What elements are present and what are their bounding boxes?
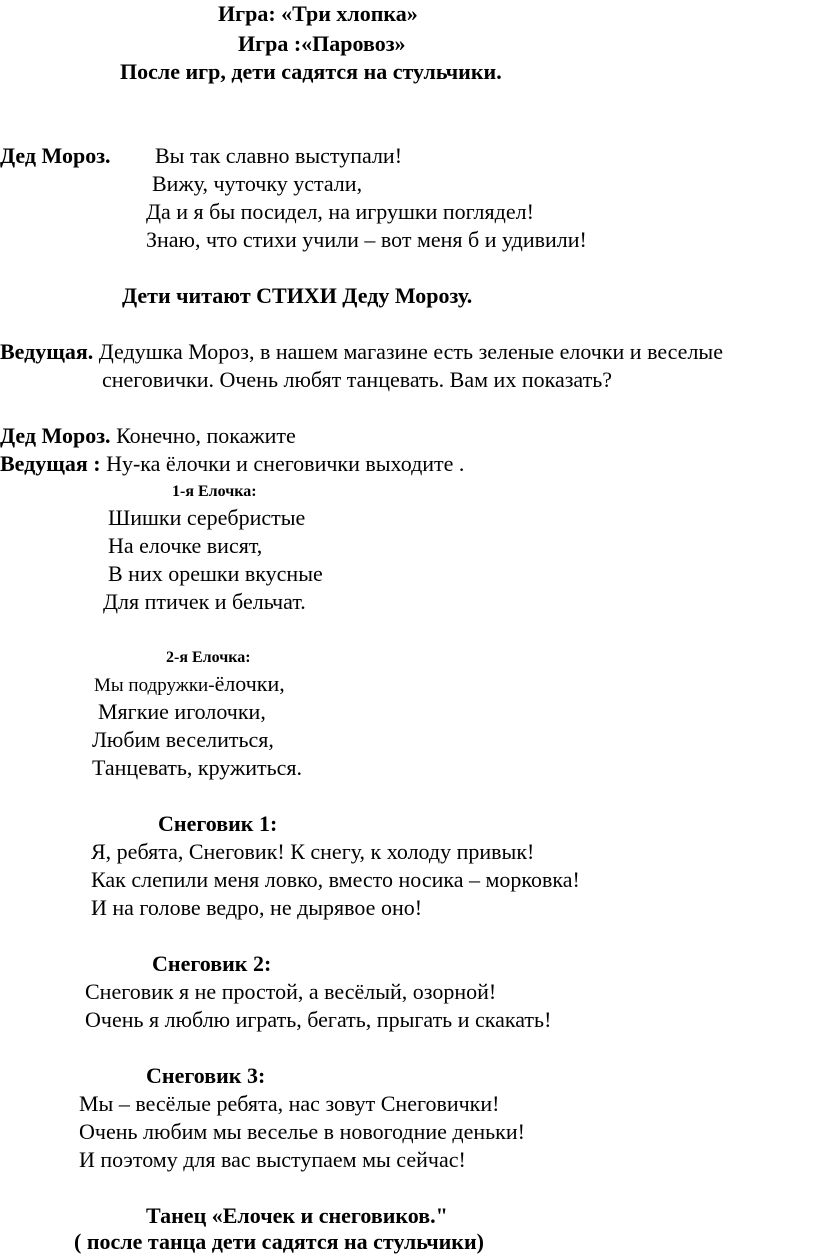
verse-line: Для птичек и бельчат. — [103, 589, 306, 614]
verse-line: Очень я люблю играть, бегать, прыгать и скакать! — [85, 1007, 552, 1032]
verse-line: Любим веселиться, — [92, 727, 274, 752]
verse-line: Мы – весёлые ребята, нас зовут Снеговички! — [79, 1091, 500, 1116]
vedushchaya-line-1 — [0, 338, 723, 366]
speaker-ded-moroz: Дед Мороз. — [0, 143, 111, 168]
vedushchaya-line-2 — [0, 450, 464, 478]
dialogue-text: Ну-ка ёлочки и снеговички выходите . — [106, 451, 465, 476]
verse-line: Очень любим мы веселье в новогодние деньки! — [79, 1119, 525, 1144]
heading-snegovik-3: Снеговик 3: — [146, 1063, 266, 1088]
verse-line: Знаю, что стихи учили – вот меня б и удивили! — [146, 227, 587, 252]
verse-line: Да и я бы посидел, на игрушки поглядел! — [146, 199, 534, 224]
dialogue-text: снеговички. Очень любят танцевать. Вам их показать? — [102, 367, 613, 392]
stage-direction-dance: Танец «Елочек и снеговиков." — [146, 1203, 448, 1228]
verse-fragment: Мы подружки- — [94, 675, 215, 696]
heading-elochka-1: 1-я Елочка: — [172, 483, 257, 500]
verse-line: И на голове ведро, не дырявое оно! — [91, 895, 423, 920]
verse-line: Танцевать, кружиться. — [92, 755, 303, 780]
stage-direction-after-dance: ( после танца дети садятся на стульчики) — [74, 1229, 484, 1254]
heading-snegovik-1: Снеговик 1: — [158, 811, 278, 836]
verse-fragment: ёлочки, — [214, 671, 285, 696]
speaker-vedushchaya: Ведущая : — [0, 451, 101, 476]
speaker-ded-moroz: Дед Мороз. — [0, 423, 111, 448]
verse-line: Вижу, чуточку устали, — [152, 171, 363, 196]
stage-direction-children-read: Дети читают СТИХИ Деду Морозу. — [122, 283, 473, 308]
verse-line: Я, ребята, Снеговик! К снегу, к холоду привык! — [91, 839, 535, 864]
game-title-2: Игра :«Паровоз» — [238, 31, 406, 56]
verse-line: И поэтому для вас выступаем мы сейчас! — [79, 1147, 466, 1172]
heading-elochka-2: 2-я Елочка: — [166, 649, 251, 666]
verse-line: Как слепили меня ловко, вместо носика – морковка! — [91, 867, 580, 892]
dialogue-text: Конечно, покажите — [116, 423, 296, 448]
speaker-vedushchaya: Ведущая. — [0, 339, 94, 364]
verse-line — [94, 670, 285, 700]
verse-line: Снеговик я не простой, а весёлый, озорной! — [85, 979, 497, 1004]
game-title-1: Игра: «Три хлопка» — [218, 1, 418, 26]
dialogue-text: Дедушка Мороз, в нашем магазине есть зеленые елочки и веселые — [98, 339, 723, 364]
verse-line: На елочке висят, — [108, 533, 263, 558]
stage-direction-after-games: После игр, дети садятся на стульчики. — [120, 59, 502, 84]
heading-snegovik-2: Снеговик 2: — [152, 951, 272, 976]
ded-moroz-line — [0, 422, 296, 450]
verse-line: Мягкие иголочки, — [98, 699, 266, 724]
verse-line: Вы так славно выступали! — [155, 143, 403, 168]
verse-line: В них орешки вкусные — [108, 561, 323, 586]
verse-line: Шишки серебристые — [108, 505, 306, 530]
